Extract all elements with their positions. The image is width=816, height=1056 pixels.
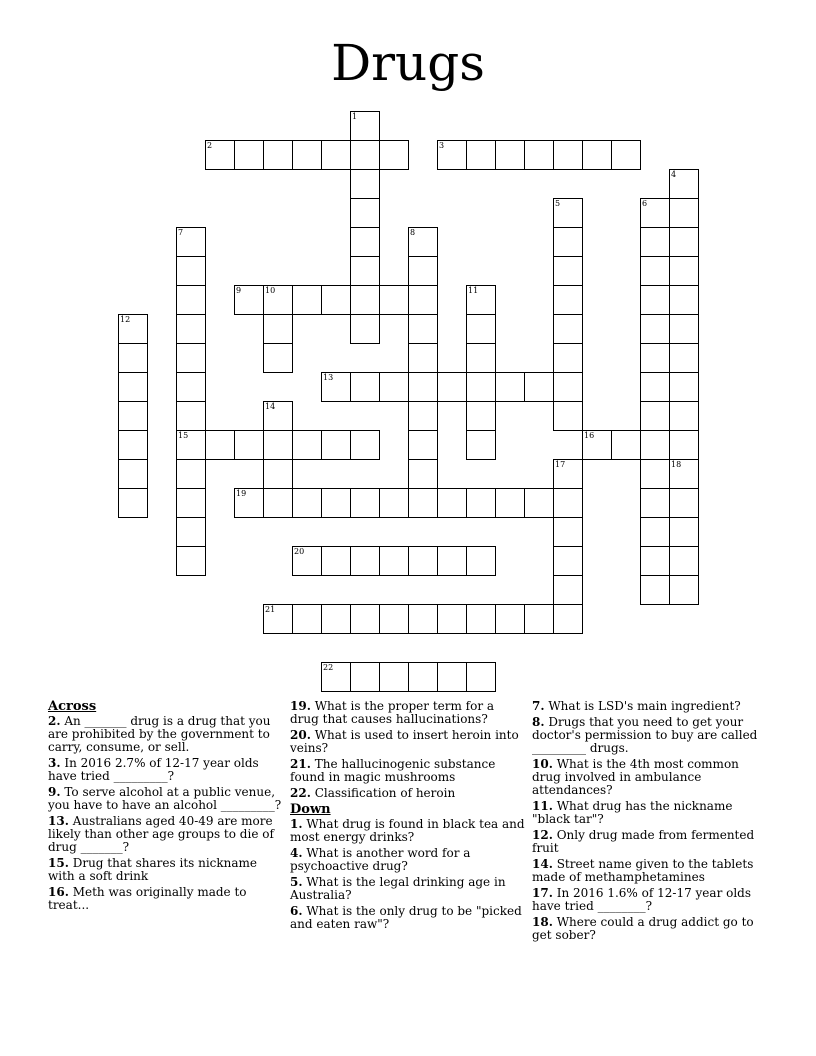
clue-text: Street name given to the tablets made of methamphetamines: [532, 857, 754, 884]
crossword-cell[interactable]: [640, 343, 670, 373]
clue-column-2: [290, 700, 526, 934]
crossword-cell[interactable]: [176, 343, 206, 373]
clue-label: 14.: [532, 857, 553, 871]
crossword-cell[interactable]: [640, 575, 670, 605]
clue-item: [290, 700, 526, 726]
crossword-cell[interactable]: [553, 343, 583, 373]
crossword-cell[interactable]: [553, 401, 583, 431]
crossword-cell[interactable]: [669, 575, 699, 605]
clue-number: 12: [120, 315, 131, 324]
crossword-cell[interactable]: [118, 488, 148, 518]
crossword-cell[interactable]: [437, 372, 467, 402]
crossword-cell[interactable]: [350, 488, 380, 518]
crossword-cell[interactable]: [408, 546, 438, 576]
clue-number: 19: [236, 489, 247, 498]
crossword-cell[interactable]: [118, 401, 148, 431]
crossword-cell[interactable]: [640, 372, 670, 402]
crossword-cell[interactable]: [669, 256, 699, 286]
clue-item: [532, 700, 768, 713]
crossword-cell[interactable]: [350, 430, 380, 460]
crossword-cell[interactable]: [176, 372, 206, 402]
clue-label: 6.: [290, 904, 303, 918]
crossword-cell[interactable]: [379, 285, 409, 315]
clue-label: 4.: [290, 846, 303, 860]
clue-number: 15: [178, 431, 189, 440]
crossword-cell[interactable]: [524, 604, 554, 634]
clue-number: 22: [323, 663, 334, 672]
crossword-cell[interactable]: [379, 546, 409, 576]
crossword-cell[interactable]: [350, 662, 380, 692]
clue-item: [290, 758, 526, 784]
crossword-cell[interactable]: [350, 604, 380, 634]
clue-text: To serve alcohol at a public venue, you have to have an alcohol _________?: [48, 785, 282, 812]
crossword-cell[interactable]: [640, 227, 670, 257]
crossword-cell[interactable]: [176, 285, 206, 315]
crossword-cell[interactable]: [263, 430, 293, 460]
crossword-cell[interactable]: [408, 401, 438, 431]
crossword-cell[interactable]: [640, 517, 670, 547]
clue-number: 13: [323, 373, 334, 382]
clue-column-1: [48, 700, 284, 915]
clue-item: [532, 858, 768, 884]
clue-label: 18.: [532, 915, 553, 929]
crossword-cell[interactable]: [466, 430, 496, 460]
crossword-cell[interactable]: [553, 517, 583, 547]
clue-number: 6: [642, 199, 648, 208]
clue-text: In 2016 2.7% of 12-17 year olds have tried _________?: [48, 756, 259, 783]
clue-text: What is LSD's main ingredient?: [544, 699, 741, 713]
clue-label: 7.: [532, 699, 545, 713]
crossword-cell[interactable]: [408, 604, 438, 634]
clue-item: [532, 916, 768, 942]
crossword-cell[interactable]: [263, 488, 293, 518]
crossword-cell[interactable]: [118, 459, 148, 489]
clue-item: [290, 787, 526, 800]
crossword-cell[interactable]: [176, 459, 206, 489]
clue-item: [48, 715, 284, 754]
clue-label: 20.: [290, 728, 311, 742]
clue-item: [532, 800, 768, 826]
crossword-cell[interactable]: [350, 169, 380, 199]
crossword-cell[interactable]: [466, 372, 496, 402]
clue-label: 16.: [48, 885, 69, 899]
clue-number: 16: [584, 431, 595, 440]
crossword-cell[interactable]: [582, 140, 612, 170]
crossword-cell[interactable]: [408, 459, 438, 489]
crossword-cell[interactable]: [466, 314, 496, 344]
crossword-cell[interactable]: [292, 285, 322, 315]
clue-text: What is the legal drinking age in Australia?: [290, 875, 506, 902]
clue-text: Drug that shares its nickname with a soft drink: [48, 856, 258, 883]
crossword-cell[interactable]: [524, 140, 554, 170]
crossword-cell[interactable]: [669, 314, 699, 344]
clue-item: [532, 758, 768, 797]
clue-number: 20: [294, 547, 305, 556]
crossword-cell[interactable]: [379, 604, 409, 634]
page-title: Drugs: [331, 34, 485, 92]
crossword-cell[interactable]: [640, 256, 670, 286]
crossword-cell[interactable]: [176, 401, 206, 431]
clue-label: 21.: [290, 757, 311, 771]
clue-number: 7: [178, 228, 184, 237]
crossword-cell[interactable]: [118, 372, 148, 402]
crossword-cell[interactable]: [350, 256, 380, 286]
crossword-cell[interactable]: [437, 604, 467, 634]
crossword-cell[interactable]: [524, 372, 554, 402]
crossword-cell[interactable]: [640, 401, 670, 431]
crossword-cell[interactable]: [350, 198, 380, 228]
clue-text: Only drug made from fermented fruit: [532, 828, 755, 855]
clue-text: What drug has the nickname "black tar"?: [532, 799, 733, 826]
clue-number: 14: [265, 402, 276, 411]
clue-text: Drugs that you need to get your doctor's permission to buy are called _________ drugs.: [532, 715, 758, 755]
clue-item: [290, 876, 526, 902]
clue-number: 5: [555, 199, 561, 208]
crossword-cell[interactable]: [495, 140, 525, 170]
clue-text: Classification of heroin: [310, 786, 456, 800]
crossword-cell[interactable]: [553, 140, 583, 170]
crossword-cell[interactable]: [640, 430, 670, 460]
clue-column-3: [532, 700, 768, 945]
clue-label: 19.: [290, 699, 311, 713]
crossword-cell[interactable]: [263, 343, 293, 373]
crossword-cell[interactable]: [408, 314, 438, 344]
crossword-cell[interactable]: [118, 430, 148, 460]
crossword-cell[interactable]: [408, 343, 438, 373]
crossword-cell[interactable]: [669, 343, 699, 373]
clue-text: What is the proper term for a drug that causes hallucinations?: [290, 699, 495, 726]
crossword-cell[interactable]: [640, 285, 670, 315]
crossword-cell[interactable]: [263, 459, 293, 489]
down-heading: Down: [290, 802, 331, 817]
crossword-cell[interactable]: [553, 285, 583, 315]
crossword-cell[interactable]: [669, 372, 699, 402]
crossword-cell[interactable]: [553, 314, 583, 344]
crossword-cell[interactable]: [640, 488, 670, 518]
crossword-cell[interactable]: [176, 546, 206, 576]
crossword-cell[interactable]: [321, 604, 351, 634]
clue-number: 9: [236, 286, 242, 295]
crossword-cell[interactable]: [350, 285, 380, 315]
crossword-cell[interactable]: [292, 488, 322, 518]
crossword-cell[interactable]: [321, 430, 351, 460]
crossword-cell[interactable]: [669, 488, 699, 518]
clue-label: 1.: [290, 817, 303, 831]
crossword-cell[interactable]: [466, 604, 496, 634]
clue-label: 8.: [532, 715, 545, 729]
clue-number: 3: [439, 141, 445, 150]
clue-number: 21: [265, 605, 276, 614]
crossword-cell[interactable]: [553, 488, 583, 518]
clue-item: [532, 716, 768, 755]
clue-text: What drug is found in black tea and most energy drinks?: [290, 817, 525, 844]
crossword-cell[interactable]: [669, 430, 699, 460]
crossword-cell[interactable]: [234, 430, 264, 460]
crossword-cell[interactable]: [553, 575, 583, 605]
clue-text: In 2016 1.6% of 12-17 year olds have tried ________?: [532, 886, 752, 913]
crossword-cell[interactable]: [350, 314, 380, 344]
crossword-cell[interactable]: [466, 140, 496, 170]
crossword-cell[interactable]: [176, 314, 206, 344]
clue-item: [48, 886, 284, 912]
clue-label: 22.: [290, 786, 311, 800]
crossword-cell[interactable]: [466, 662, 496, 692]
clue-label: 11.: [532, 799, 553, 813]
crossword-cell[interactable]: [553, 546, 583, 576]
crossword-cell[interactable]: [611, 140, 641, 170]
crossword-cell[interactable]: [553, 372, 583, 402]
crossword-cell[interactable]: [263, 140, 293, 170]
clue-number: 18: [671, 460, 682, 469]
clue-item: [532, 887, 768, 913]
crossword-cell[interactable]: [437, 662, 467, 692]
clue-number: 4: [671, 170, 677, 179]
crossword-cell[interactable]: [350, 140, 380, 170]
crossword-cell[interactable]: [263, 314, 293, 344]
clue-text: What is the only drug to be "picked and eaten raw"?: [290, 904, 522, 931]
crossword-cell[interactable]: [408, 488, 438, 518]
clue-label: 9.: [48, 785, 61, 799]
crossword-cell[interactable]: [553, 227, 583, 257]
crossword-cell[interactable]: [408, 372, 438, 402]
crossword-cell[interactable]: [669, 546, 699, 576]
crossword-cell[interactable]: [669, 401, 699, 431]
across-heading: Across: [48, 699, 97, 714]
crossword-cell[interactable]: [495, 488, 525, 518]
crossword-cell[interactable]: [466, 546, 496, 576]
clue-item: [290, 847, 526, 873]
clue-label: 15.: [48, 856, 69, 870]
crossword-cell[interactable]: [437, 488, 467, 518]
clue-label: 12.: [532, 828, 553, 842]
clue-label: 3.: [48, 756, 61, 770]
clue-number: 8: [410, 228, 416, 237]
crossword-cell[interactable]: [379, 488, 409, 518]
clue-label: 17.: [532, 886, 553, 900]
clue-text: Australians aged 40-49 are more likely than other age groups to die of drug _______?: [48, 814, 274, 854]
clue-item: [48, 786, 284, 812]
crossword-cell[interactable]: [466, 488, 496, 518]
crossword-cell[interactable]: [321, 488, 351, 518]
clue-text: What is another word for a psychoactive drug?: [290, 846, 471, 873]
clue-number: 2: [207, 141, 213, 150]
clue-item: [532, 829, 768, 855]
crossword-cell[interactable]: [234, 140, 264, 170]
crossword-cell[interactable]: [669, 517, 699, 547]
crossword-cell[interactable]: [408, 285, 438, 315]
clue-text: The hallucinogenic substance found in magic mushrooms: [290, 757, 496, 784]
clue-number: 11: [468, 286, 479, 295]
crossword-cell[interactable]: [408, 430, 438, 460]
clue-text: Where could a drug addict go to get sober?: [532, 915, 754, 942]
crossword-cell[interactable]: [640, 546, 670, 576]
crossword-cell[interactable]: [495, 372, 525, 402]
crossword-cell[interactable]: [669, 285, 699, 315]
crossword-cell[interactable]: [408, 256, 438, 286]
crossword-cell[interactable]: [379, 372, 409, 402]
crossword-cell[interactable]: [640, 314, 670, 344]
crossword-cell[interactable]: [553, 604, 583, 634]
crossword-cell[interactable]: [379, 140, 409, 170]
crossword-cell[interactable]: [379, 662, 409, 692]
clue-item: [48, 815, 284, 854]
crossword-cell[interactable]: [176, 256, 206, 286]
crossword-cell[interactable]: [350, 227, 380, 257]
clue-item: [290, 905, 526, 931]
clue-number: 17: [555, 460, 566, 469]
crossword-cell[interactable]: [408, 662, 438, 692]
crossword-cell[interactable]: [176, 488, 206, 518]
crossword-cell[interactable]: [640, 459, 670, 489]
crossword-cell[interactable]: [611, 430, 641, 460]
clue-number: 1: [352, 112, 358, 121]
crossword-cell[interactable]: [350, 546, 380, 576]
crossword-cell[interactable]: [321, 285, 351, 315]
clue-label: 5.: [290, 875, 303, 889]
crossword-cell[interactable]: [118, 343, 148, 373]
crossword-cell[interactable]: [292, 430, 322, 460]
clue-item: [290, 818, 526, 844]
crossword-cell[interactable]: [524, 488, 554, 518]
crossword-cell[interactable]: [437, 546, 467, 576]
clue-label: 2.: [48, 714, 61, 728]
clue-text: Meth was originally made to treat...: [48, 885, 247, 912]
crossword-cell[interactable]: [553, 256, 583, 286]
clue-text: What is the 4th most common drug involved in ambulance attendances?: [532, 757, 739, 797]
clue-number: 10: [265, 286, 276, 295]
crossword-cell[interactable]: [176, 517, 206, 547]
crossword-cell[interactable]: [466, 401, 496, 431]
clue-item: [48, 857, 284, 883]
crossword-cell[interactable]: [466, 343, 496, 373]
crossword-cell[interactable]: [669, 198, 699, 228]
crossword-cell[interactable]: [292, 604, 322, 634]
clue-label: 10.: [532, 757, 553, 771]
crossword-cell[interactable]: [669, 227, 699, 257]
crossword-cell[interactable]: [350, 372, 380, 402]
clue-label: 13.: [48, 814, 69, 828]
crossword-cell[interactable]: [321, 546, 351, 576]
crossword-cell[interactable]: [205, 430, 235, 460]
crossword-cell[interactable]: [292, 140, 322, 170]
crossword-cell[interactable]: [321, 140, 351, 170]
clue-item: [290, 729, 526, 755]
clue-text: What is used to insert heroin into veins?: [290, 728, 519, 755]
clue-item: [48, 757, 284, 783]
crossword-cell[interactable]: [495, 604, 525, 634]
clue-text: An _______ drug is a drug that you are prohibited by the government to carry, consume, or sell.: [48, 714, 271, 754]
